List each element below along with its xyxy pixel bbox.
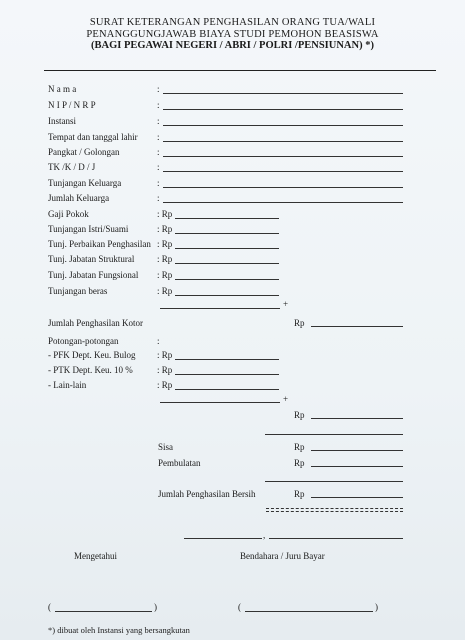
signature-line-bendahara[interactable] xyxy=(245,611,373,612)
field-tunj-perbaikan[interactable] xyxy=(175,248,279,249)
rp-pembulatan: Rp xyxy=(294,458,305,468)
label-tunj-fungsional: Tunj. Jabatan Fungsional xyxy=(48,270,139,280)
field-ttl[interactable] xyxy=(163,141,403,142)
label-gaji-pokok: Gaji Pokok xyxy=(48,209,89,219)
field-instansi[interactable] xyxy=(163,125,403,126)
colon: : xyxy=(157,193,160,203)
label-deductions: Potongan-potongan xyxy=(48,336,119,346)
label-tunjangan-istri: Tunjangan Istri/Suami xyxy=(48,224,129,234)
label-tunjangan-beras: Tunjangan beras xyxy=(48,286,108,296)
colon: : xyxy=(157,162,160,172)
rp-prefix: : Rp xyxy=(157,286,173,296)
label-nip: N I P / N R P xyxy=(48,100,96,110)
label-mengetahui: Mengetahui xyxy=(74,551,117,561)
field-nama[interactable] xyxy=(163,93,403,94)
colon: : xyxy=(157,336,160,346)
colon: : xyxy=(157,132,160,142)
label-jumlah-keluarga: Jumlah Keluarga xyxy=(48,193,110,203)
label-pangkat: Pangkat / Golongan xyxy=(48,147,120,157)
sig-open-left: ( xyxy=(48,602,51,612)
field-tunj-fungsional[interactable] xyxy=(175,279,279,280)
date-comma: , xyxy=(263,530,266,540)
title-line-1: SURAT KETERANGAN PENGHASILAN ORANG TUA/WALI xyxy=(89,17,376,28)
colon: : xyxy=(157,116,160,126)
label-ptk-keu: - PTK Dept. Keu. 10 % xyxy=(48,365,133,375)
field-pangkat[interactable] xyxy=(163,156,403,157)
field-ptk-keu[interactable] xyxy=(175,374,279,375)
net-double-underline xyxy=(266,508,403,512)
colon: : xyxy=(157,84,160,94)
label-tunj-struktural: Tunj. Jabatan Struktural xyxy=(48,254,135,264)
label-gross: Jumlah Penghasilan Kotor xyxy=(48,318,143,328)
field-net[interactable] xyxy=(311,497,403,498)
label-nama: N a m a xyxy=(48,84,77,94)
sig-open-right: ( xyxy=(238,602,241,612)
field-lain-lain[interactable] xyxy=(175,389,279,390)
rp-prefix: : Rp xyxy=(157,224,173,234)
rp-prefix: : Rp xyxy=(157,270,173,280)
label-pfk-bulog: - PFK Dept. Keu. Bulog xyxy=(48,350,136,360)
field-sisa[interactable] xyxy=(311,450,403,451)
label-instansi: Instansi xyxy=(48,116,76,126)
rp-prefix: : Rp xyxy=(157,380,173,390)
rp-prefix: : Rp xyxy=(157,209,173,219)
label-ttl: Tempat dan tanggal lahir xyxy=(48,132,138,142)
field-jumlah-keluarga[interactable] xyxy=(163,202,403,203)
title-line-3: (BAGI PEGAWAI NEGERI / ABRI / POLRI /PENSIUNAN) *) xyxy=(91,40,374,51)
rp-prefix: : Rp xyxy=(157,365,173,375)
field-place[interactable] xyxy=(184,538,262,539)
label-tunjangan-keluarga: Tunjangan Keluarga xyxy=(48,178,122,188)
rp-net: Rp xyxy=(294,489,305,499)
field-tunjangan-istri[interactable] xyxy=(175,233,279,234)
sig-close-right: ) xyxy=(375,602,378,612)
rp-gross: Rp xyxy=(294,318,305,328)
total-line xyxy=(265,481,403,482)
rp-deductions-total: Rp xyxy=(294,410,305,420)
header-rule xyxy=(44,70,436,71)
rp-sisa: Rp xyxy=(294,442,305,452)
colon: : xyxy=(157,178,160,188)
field-nip[interactable] xyxy=(163,109,403,110)
rp-prefix: : Rp xyxy=(157,239,173,249)
subtract-line xyxy=(265,434,403,435)
field-date[interactable] xyxy=(269,538,403,539)
field-gross[interactable] xyxy=(311,326,403,327)
label-pembulatan: Pembulatan xyxy=(158,458,201,468)
plus-sign: + xyxy=(283,394,289,404)
label-tunj-perbaikan: Tunj. Perbaikan Penghasilan xyxy=(48,239,151,249)
signature-line-mengetahui[interactable] xyxy=(55,611,152,612)
footnote: *) dibuat oleh Instansi yang bersangkutan xyxy=(48,625,190,635)
colon: : xyxy=(157,100,160,110)
rp-prefix: : Rp xyxy=(157,254,173,264)
colon: : xyxy=(157,147,160,157)
label-net: Jumlah Penghasilan Bersih xyxy=(158,489,256,499)
label-sisa: Sisa xyxy=(158,442,174,452)
sum-line-income xyxy=(160,308,280,309)
sum-line-deductions xyxy=(160,402,280,403)
field-tunj-struktural[interactable] xyxy=(175,263,279,264)
field-tunjangan-keluarga[interactable] xyxy=(163,187,403,188)
field-pembulatan[interactable] xyxy=(311,466,403,467)
field-tk[interactable] xyxy=(163,171,403,172)
label-lain-lain: - Lain-lain xyxy=(48,380,87,390)
field-deductions-total[interactable] xyxy=(311,418,403,419)
field-pfk-bulog[interactable] xyxy=(175,359,279,360)
title-line-2: PENANGGUNGJAWAB BIAYA STUDI PEMOHON BEASISWA xyxy=(86,29,379,40)
plus-sign: + xyxy=(283,299,289,309)
label-bendahara: Bendahara / Juru Bayar xyxy=(240,551,325,561)
sig-close-left: ) xyxy=(154,602,157,612)
rp-prefix: : Rp xyxy=(157,350,173,360)
label-tk: TK /K / D / J xyxy=(48,162,96,172)
field-tunjangan-beras[interactable] xyxy=(175,295,279,296)
field-gaji-pokok[interactable] xyxy=(175,218,279,219)
